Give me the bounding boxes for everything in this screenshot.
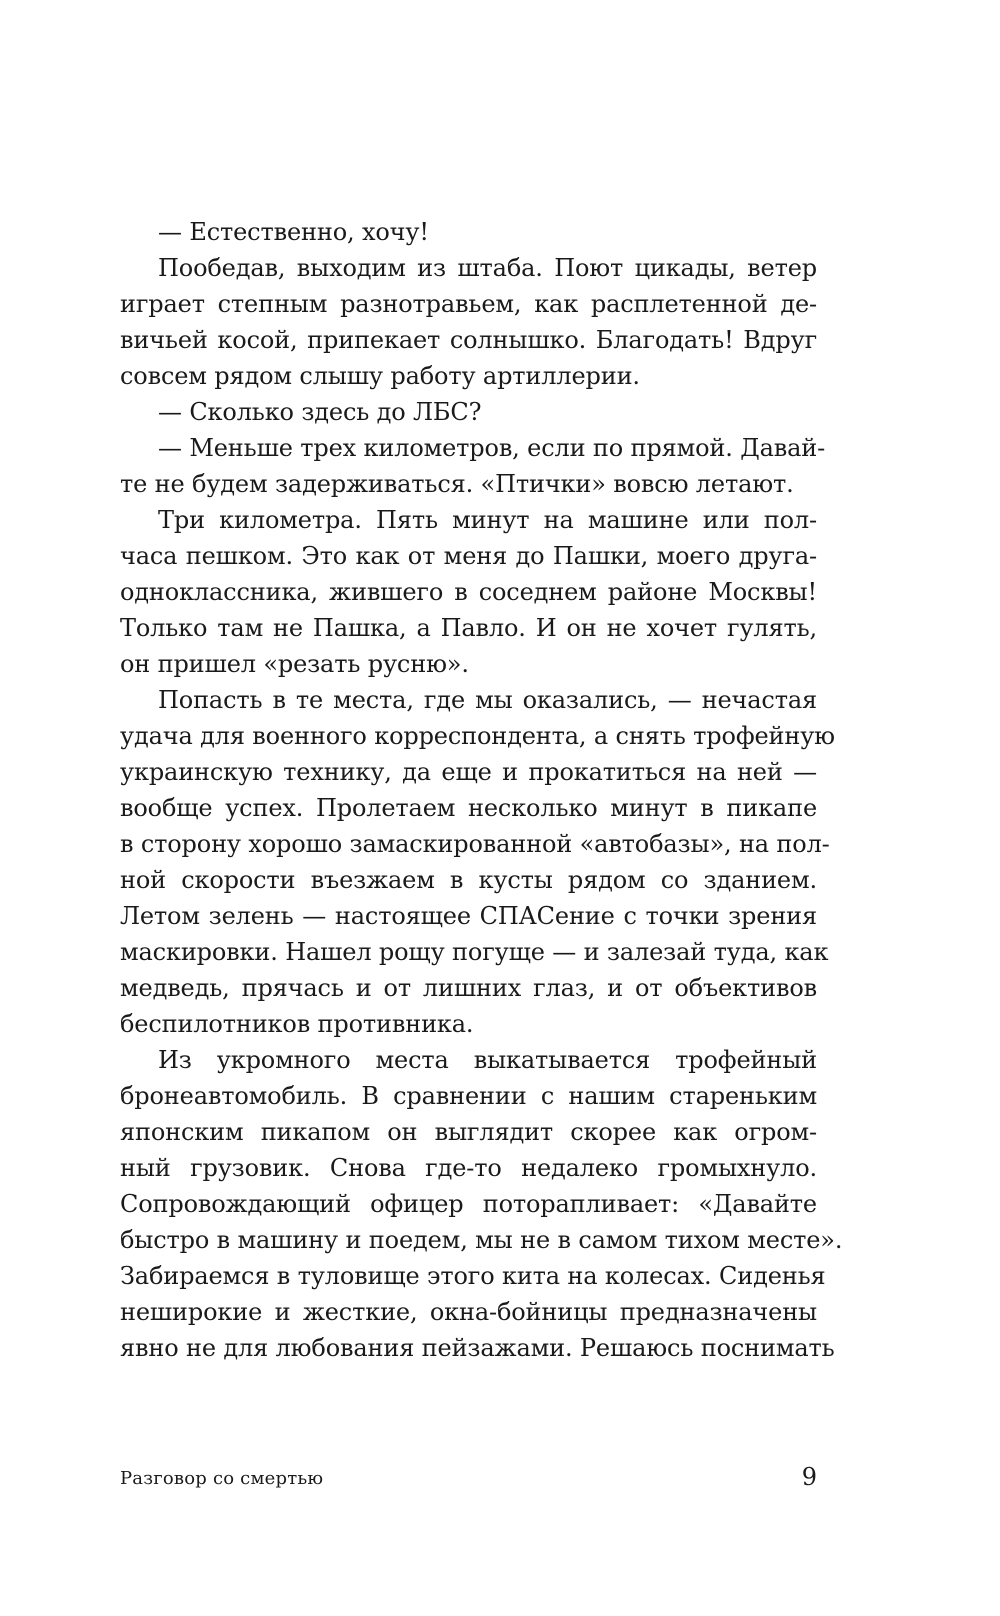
text-line: ный грузовик. Снова где-то недалеко громыхнуло. — [120, 1154, 817, 1182]
text-line: — Естественно, хочу! — [158, 218, 429, 246]
paragraph — [120, 394, 817, 430]
text-line: Пообедав, выходим из штаба. Поют цикады, ветер — [158, 254, 817, 282]
text-line: явно не для любования пейзажами. Решаюсь поснимать — [120, 1334, 835, 1362]
text-line: Попасть в те места, где мы оказались, — нечастая — [158, 686, 817, 714]
page-number: 9 — [801, 1463, 817, 1491]
text-line: те не будем задерживаться. «Птички» вовсю летают. — [120, 470, 794, 498]
text-line: — Сколько здесь до ЛБС? — [158, 398, 482, 426]
text-line: беспилотников противника. — [120, 1010, 474, 1038]
text-line: быстро в машину и поедем, мы не в самом тихом месте». — [120, 1226, 843, 1254]
text-line: Забираемся в туловище этого кита на колесах. Сиденья — [120, 1262, 826, 1290]
body-text — [120, 214, 843, 1366]
text-line: одноклассника, жившего в соседнем районе Москвы! — [120, 578, 817, 606]
text-line: Из укромного места выкатывается трофейный — [158, 1046, 817, 1074]
running-title: Разговор со смертью — [120, 1468, 324, 1489]
text-line: совсем рядом слышу работу артиллерии. — [120, 362, 640, 390]
text-line: часа пешком. Это как от меня до Пашки, моего друга- — [120, 542, 817, 570]
paragraph — [120, 1042, 843, 1366]
paragraph — [120, 682, 835, 1042]
text-line: удача для военного корреспондента, а снять трофейную — [120, 722, 835, 750]
text-line: Сопровождающий офицер поторапливает: «Давайте — [120, 1190, 817, 1218]
text-line: японским пикапом он выглядит скорее как огром- — [120, 1118, 817, 1146]
text-line: неширокие и жесткие, окна-бойницы предназначены — [120, 1298, 817, 1326]
text-line: ной скорости въезжаем в кусты рядом со зданием. — [120, 866, 817, 894]
text-line: играет степным разнотравьем, как расплетенной де- — [120, 290, 817, 318]
paragraph — [120, 430, 826, 502]
paragraph — [120, 214, 817, 250]
text-line: бронеавтомобиль. В сравнении с нашим стареньким — [120, 1082, 817, 1110]
text-line: маскировки. Нашел рощу погуще — и залезай туда, как — [120, 938, 829, 966]
text-line: Три километра. Пять минут на машине или пол- — [158, 506, 817, 534]
text-line: Только там не Пашка, а Павло. И он не хочет гулять, — [120, 614, 817, 642]
paragraph — [120, 502, 817, 682]
text-line: — Меньше трех километров, если по прямой. Давай- — [158, 434, 826, 462]
text-line: украинскую технику, да еще и прокатиться на ней — — [120, 758, 817, 786]
text-line: вообще успех. Пролетаем несколько минут в пикапе — [120, 794, 817, 822]
text-line: медведь, прячась и от лишних глаз, и от объективов — [120, 974, 817, 1002]
paragraph — [120, 250, 817, 394]
text-line: он пришел «резать русню». — [120, 650, 469, 678]
text-line: Летом зелень — настоящее СПАСение с точки зрения — [120, 902, 817, 930]
text-line: в сторону хорошо замаскированной «автобазы», на пол- — [120, 830, 830, 858]
text-line: вичьей косой, припекает солнышко. Благодать! Вдруг — [120, 326, 817, 354]
